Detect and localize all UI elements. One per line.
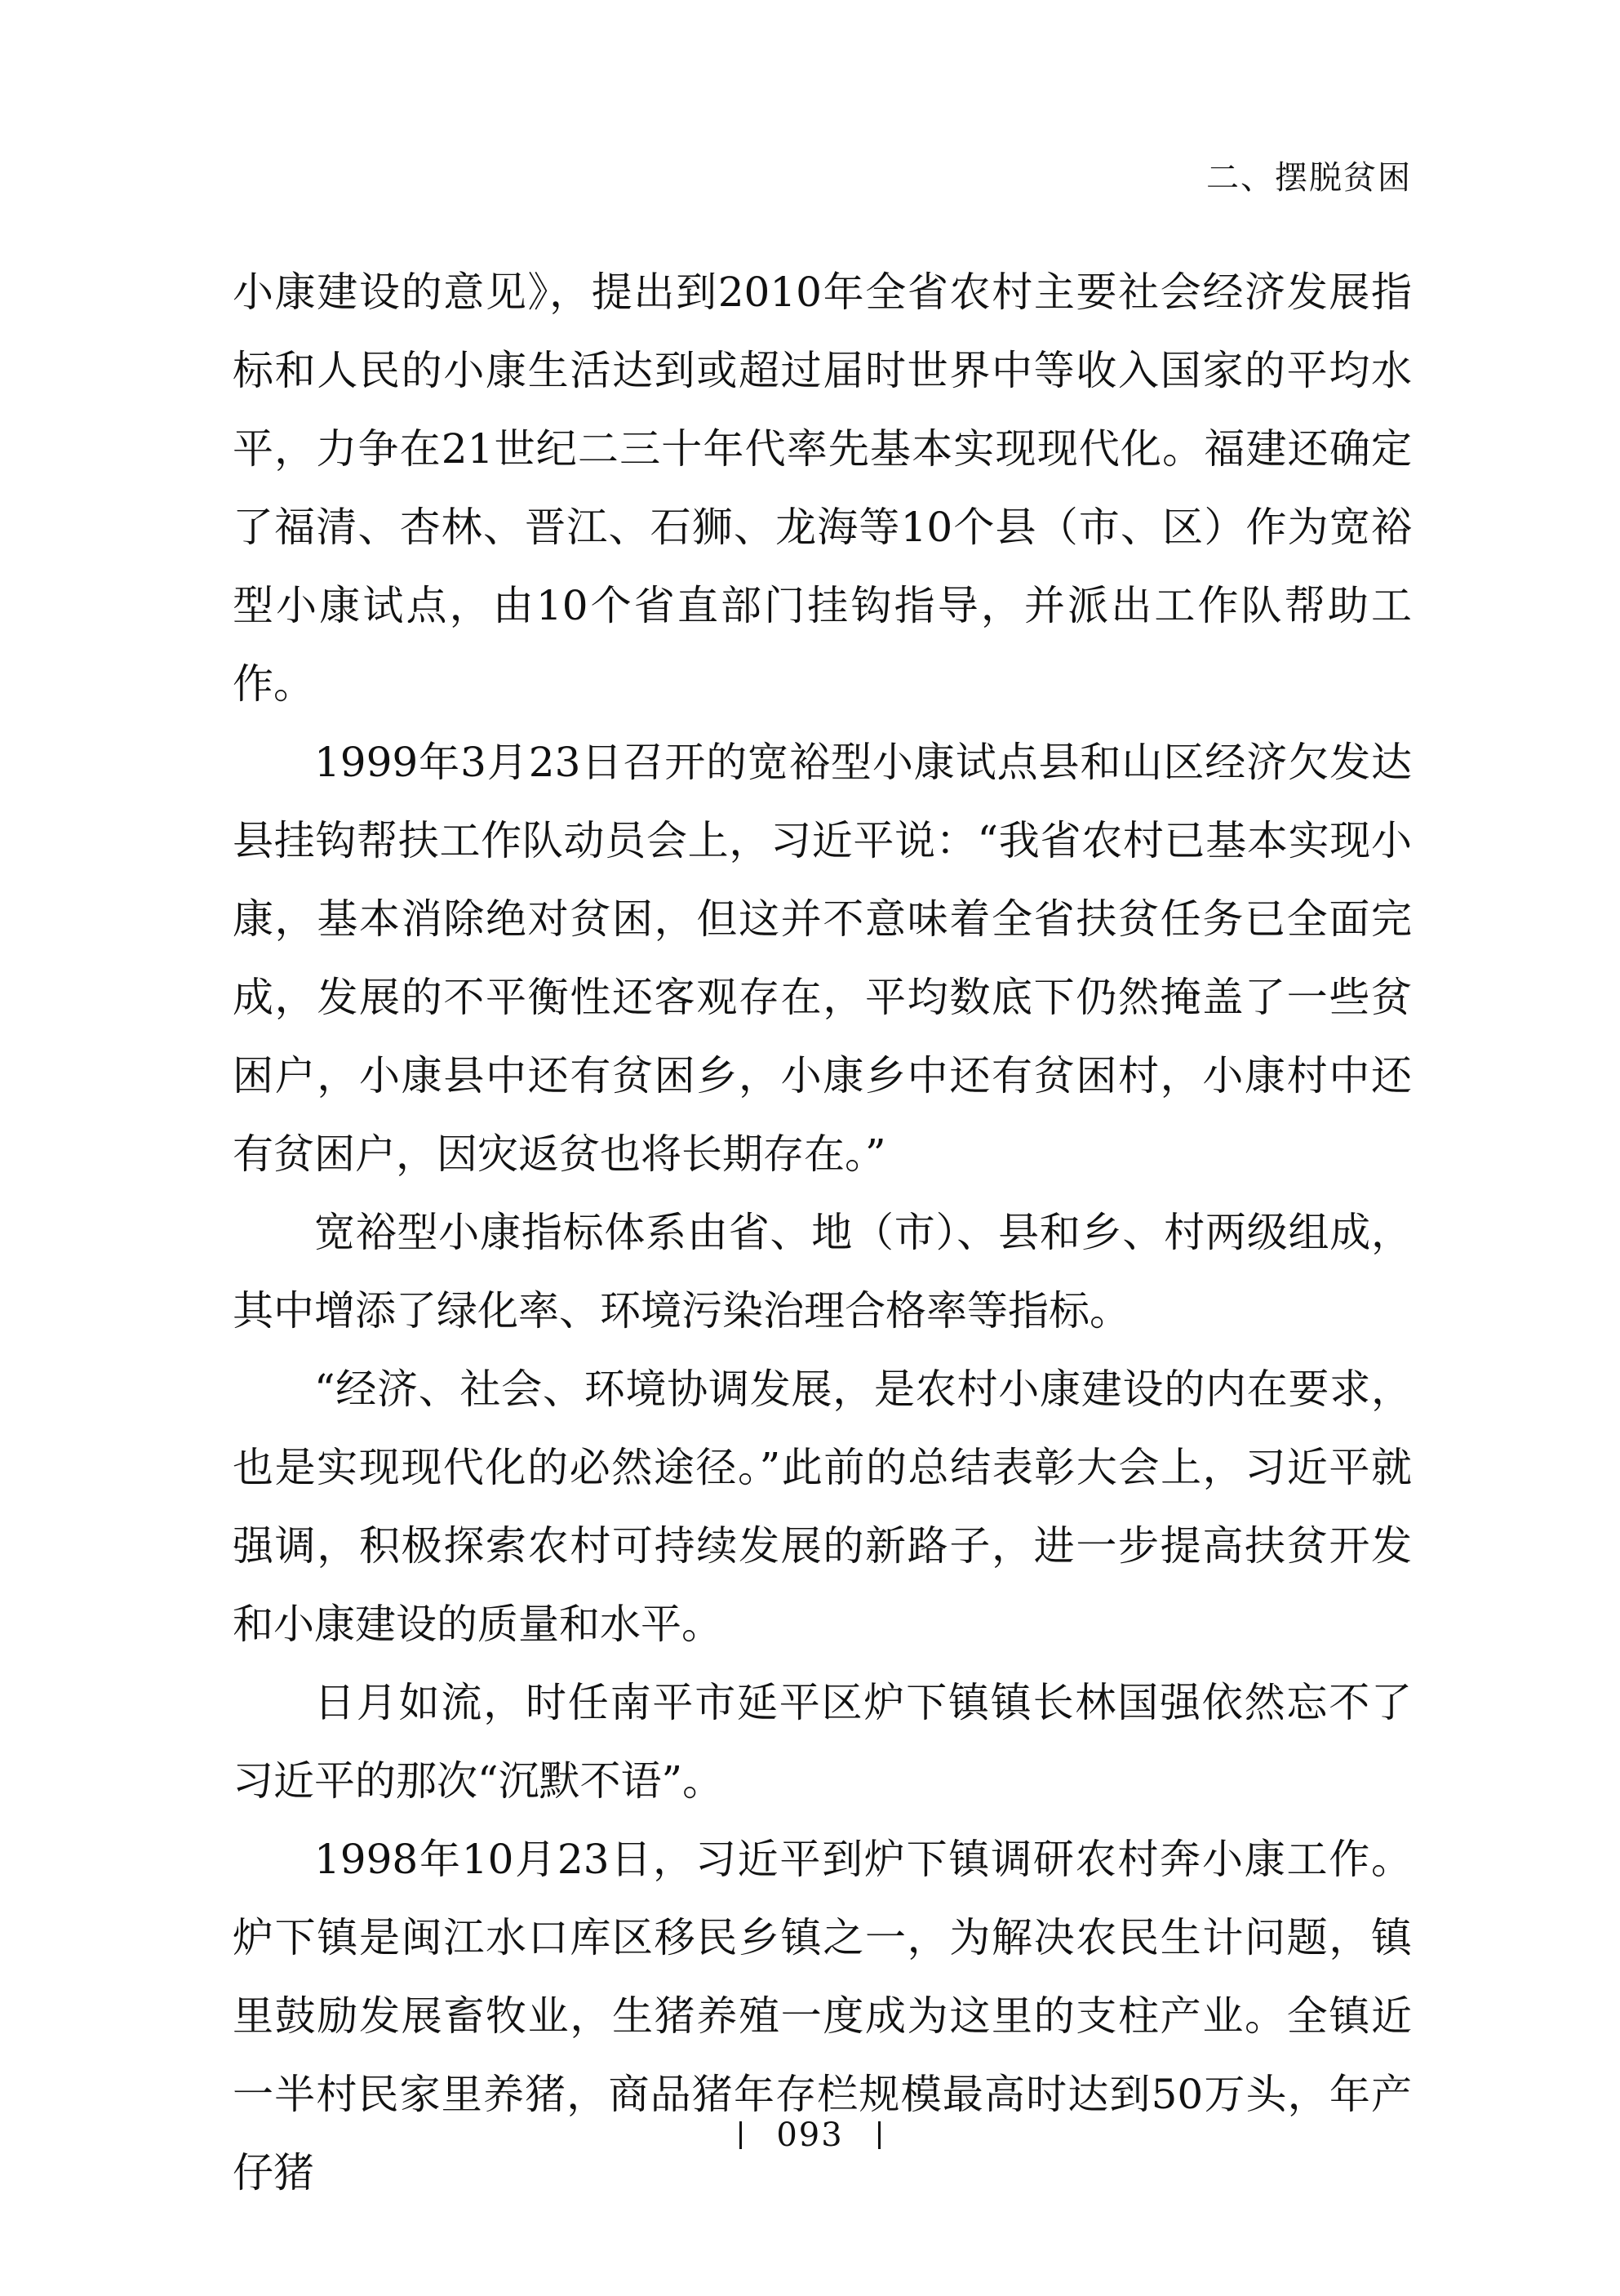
paragraph: “经济、社会、环境协调发展，是农村小康建设的内在要求，也是实现现代化的必然途径。”此前的总结表彰大会上，习近平就强调，积极探索农村可持续发展的新路子，进一步提高扶贫开发和小康建设的质量和水平。 [233,1366,1412,1648]
body-text [233,253,1412,2212]
paragraph: 1998年10月23日，习近平到炉下镇调研农村奔小康工作。炉下镇是闽江水口库区移民乡镇之一，为解决农民生计问题，镇里鼓励发展畜牧业，生猪养殖一度成为这里的支柱产业。全镇近一半村民家里养猪，商品猪年存栏规模最高时达到50万头，年产仔猪 [233,1836,1412,2196]
running-header: 二、摆脱贫困 [1206,159,1412,197]
paragraph: 日月如流，时任南平市延平区炉下镇镇长林国强依然忘不了习近平的那次“沉默不语”。 [233,1679,1412,1805]
page-number: 093 [776,2116,844,2154]
folio-bar-right [878,2121,881,2149]
page-footer [0,2116,1620,2152]
paragraph: 宽裕型小康指标体系由省、地（市）、县和乡、村两级组成，其中增添了绿化率、环境污染治理合格率等指标。 [233,1209,1412,1335]
paragraph-continued: 小康建设的意见》，提出到2010年全省农村主要社会经济发展指标和人民的小康生活达到或超过届时世界中等收入国家的平均水平，力争在21世纪二三十年代率先基本实现现代化。福建还确定了福清、杏林、晋江、石狮、龙海等10个县（市、区）作为宽裕型小康试点，由10个省直部门挂钩指导，并派出工作队帮助工作。 [233,269,1412,708]
paragraph: 1999年3月23日召开的宽裕型小康试点县和山区经济欠发达县挂钩帮扶工作队动员会上，习近平说：“我省农村已基本实现小康，基本消除绝对贫困，但这并不意味着全省扶贫任务已全面完成，发展的不平衡性还客观存在，平均数底下仍然掩盖了一些贫困户，小康县中还有贫困乡，小康乡中还有贫困村，小康村中还有贫困户，因灾返贫也将长期存在。” [233,739,1412,1178]
folio-bar-left [739,2121,742,2149]
